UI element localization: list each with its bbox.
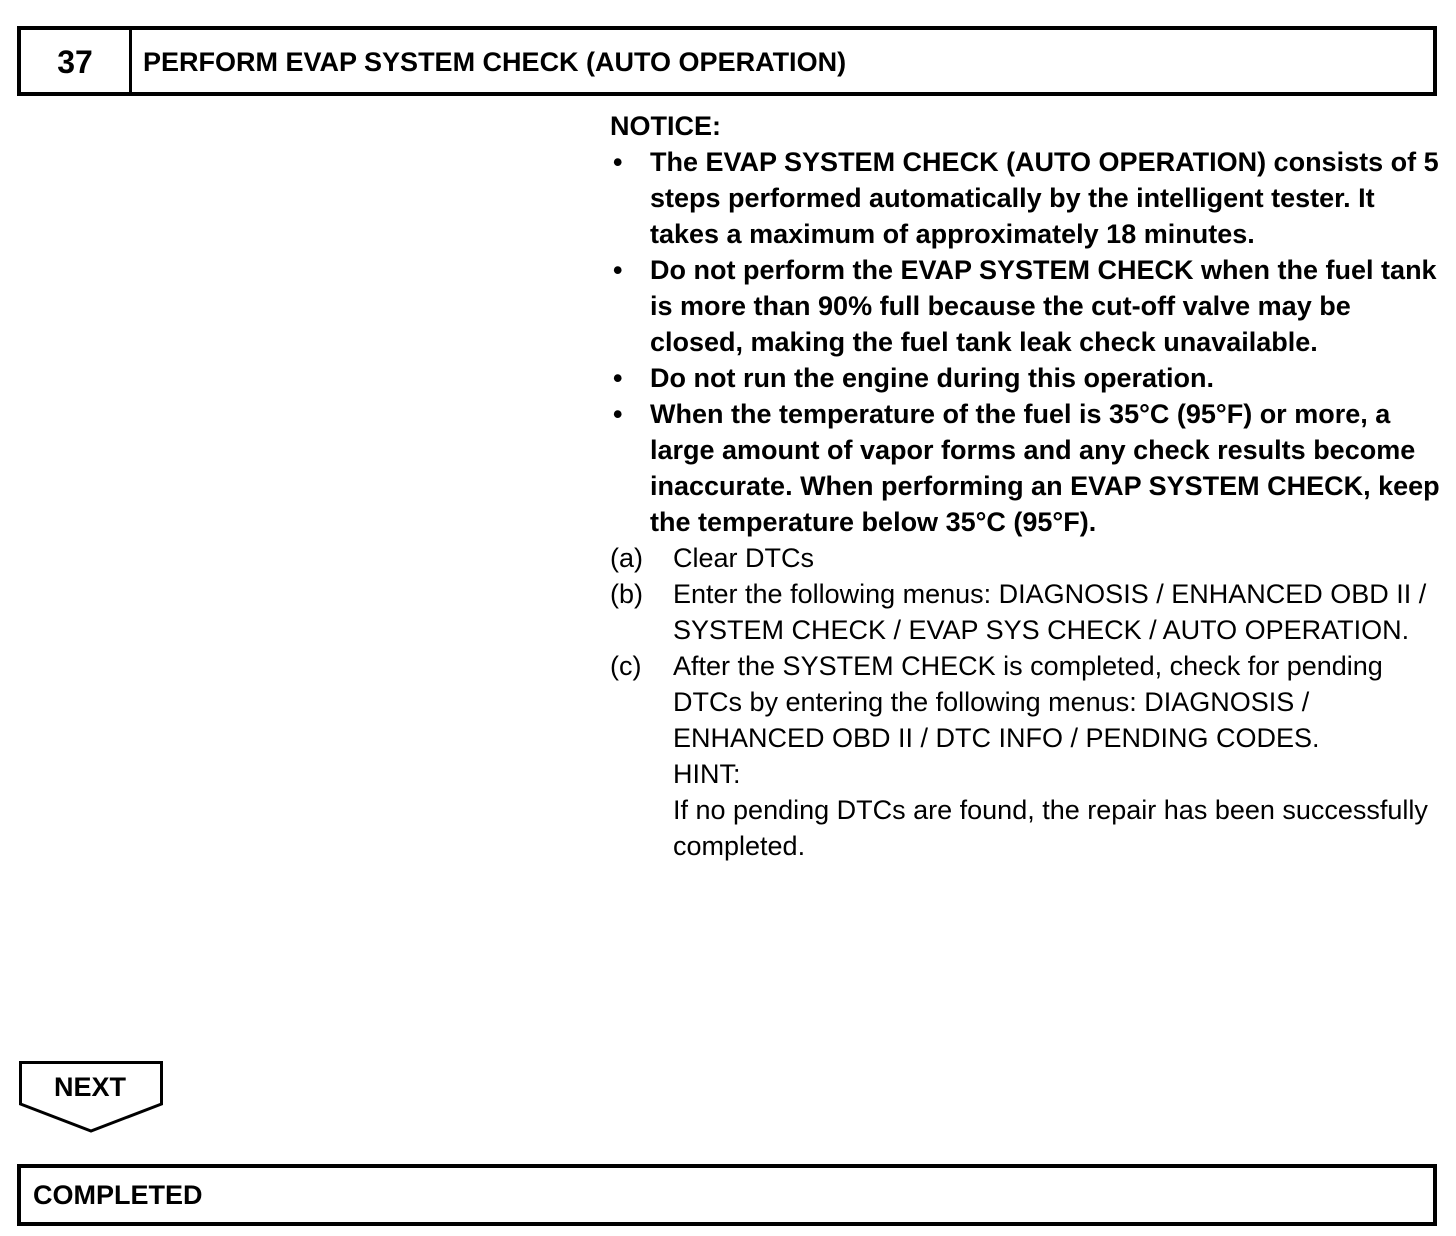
- step-number: 37: [21, 30, 132, 92]
- procedure-step: [610, 576, 1445, 648]
- notice-list: [610, 144, 1445, 540]
- notice-item: [610, 396, 1445, 540]
- step-content: [610, 108, 1445, 864]
- notice-text: Do not perform the EVAP SYSTEM CHECK when the fuel tank is more than 90% full because the cut-off valve may be closed, making the fuel tank leak check unavailable.: [650, 255, 1437, 357]
- procedure-marker: (c): [610, 651, 642, 681]
- procedure-marker: (a): [610, 543, 643, 573]
- notice-text: When the temperature of the fuel is 35°C (95°F) or more, a large amount of vapor forms and any check results become inaccurate. When performing an EVAP SYSTEM CHECK, keep the temperature below 35°C (95°F).: [650, 399, 1440, 537]
- hint-label: HINT:: [673, 759, 741, 789]
- procedure-marker: (b): [610, 579, 643, 609]
- bullet-icon: •: [613, 399, 623, 429]
- procedure-body: [673, 648, 1445, 864]
- procedure-list: [610, 540, 1445, 864]
- notice-item: [610, 252, 1445, 360]
- notice-item: [610, 360, 1445, 396]
- hint-text: If no pending DTCs are found, the repair has been successfully completed.: [673, 795, 1428, 861]
- notice-text: The EVAP SYSTEM CHECK (AUTO OPERATION) consists of 5 steps performed automatically by the intelligent tester. It takes a maximum of approximately 18 minutes.: [650, 147, 1439, 249]
- step-header: [17, 26, 1437, 96]
- next-button-label: NEXT: [53, 1072, 126, 1102]
- notice-heading: NOTICE:: [610, 111, 721, 141]
- notice-item: [610, 144, 1445, 252]
- procedure-step: [610, 540, 1445, 576]
- bullet-icon: •: [613, 147, 623, 177]
- bullet-icon: •: [613, 363, 623, 393]
- procedure-text: Enter the following menus: DIAGNOSIS / ENHANCED OBD II / SYSTEM CHECK / EVAP SYS CHECK / AUTO OPERATION.: [673, 579, 1427, 645]
- procedure-text: After the SYSTEM CHECK is completed, check for pending DTCs by entering the following menus: DIAGNOSIS / ENHANCED OBD II / DTC INFO / PENDING CODES.: [673, 651, 1383, 753]
- next-button[interactable]: [19, 1061, 163, 1133]
- procedure-text: Clear DTCs: [673, 543, 815, 573]
- bullet-icon: •: [613, 255, 623, 285]
- result-box: COMPLETED: [17, 1164, 1437, 1226]
- notice-text: Do not run the engine during this operation.: [650, 363, 1214, 393]
- step-title: PERFORM EVAP SYSTEM CHECK (AUTO OPERATION): [143, 46, 847, 77]
- procedure-step: [610, 648, 1445, 864]
